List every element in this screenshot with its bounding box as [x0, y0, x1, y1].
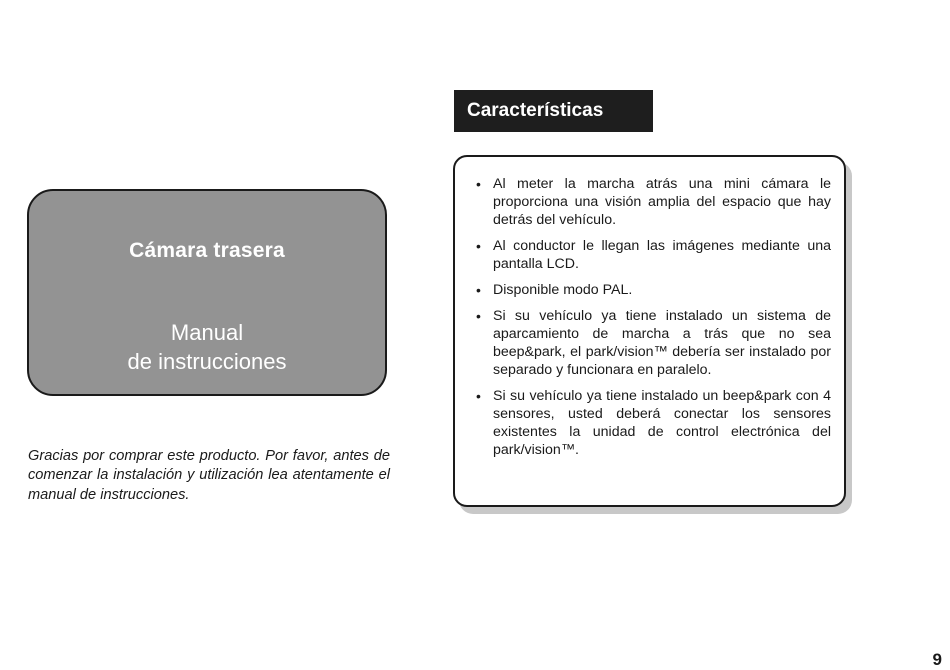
feature-text: Si su vehículo ya tiene instalado un beep&park con 4 sensores, usted deberá conectar los sensores existentes la unidad de control electrónica del park/vision™. — [493, 388, 831, 458]
bullet-icon: • — [476, 308, 481, 324]
bullet-icon: • — [476, 388, 481, 404]
cover-subtitle-line-2: de instrucciones — [127, 349, 287, 374]
feature-text: Al meter la marcha atrás una mini cámara le proporciona una visión amplia del espacio que hay detrás del vehículo. — [493, 176, 831, 228]
features-list — [475, 175, 831, 467]
bullet-icon: • — [476, 238, 481, 254]
cover-title-box — [27, 189, 387, 396]
feature-text: Si su vehículo ya tiene instalado un sistema de aparcamiento de marcha a trás que no sea beep&park, el park/vision™ debería ser instalado por separado y funcionara en paralelo. — [493, 308, 831, 378]
features-heading: Características — [454, 90, 653, 132]
feature-text: Disponible modo PAL. — [493, 282, 633, 298]
features-box — [453, 155, 846, 507]
cover-title: Cámara trasera — [129, 239, 285, 262]
feature-item — [475, 281, 831, 299]
bullet-icon: • — [476, 282, 481, 298]
feature-text: Al conductor le llegan las imágenes mediante una pantalla LCD. — [493, 238, 831, 272]
feature-item — [475, 387, 831, 459]
feature-item — [475, 307, 831, 379]
intro-paragraph: Gracias por comprar este producto. Por favor, antes de comenzar la instalación y utilización lea atentamente el manual de instrucciones. — [28, 447, 390, 503]
bullet-icon: • — [476, 176, 481, 192]
feature-item — [475, 175, 831, 229]
page-number: 9 — [932, 650, 942, 669]
feature-item — [475, 237, 831, 273]
cover-subtitle-line-1: Manual — [170, 320, 244, 345]
cover-subtitle — [29, 318, 385, 376]
